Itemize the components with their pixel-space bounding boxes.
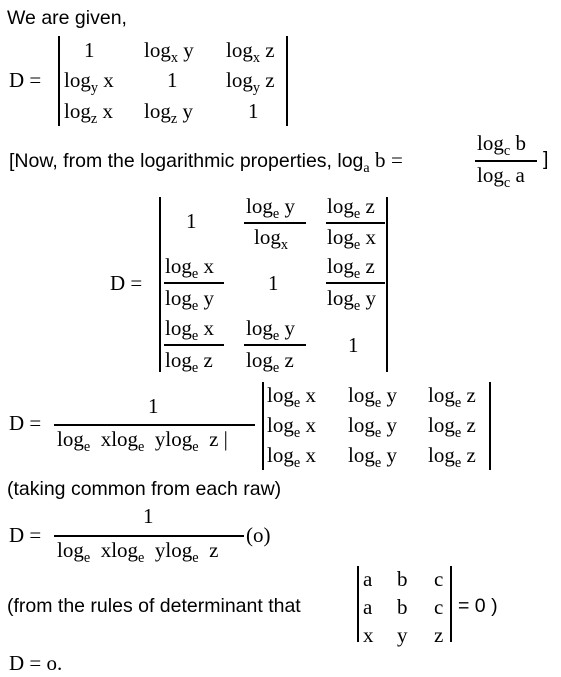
m2-cell-12-bar [244,222,306,224]
abc-33: z [434,623,444,647]
m2-cell-12-den: $\log_x$ [254,225,288,253]
m3-cell-22: $\log_e y$ [348,413,397,441]
m2-cell-21-num: $\log_e x$ [165,254,214,282]
m1-cell-11: 1 [84,38,95,62]
det-bar-left-4 [357,566,359,642]
m1-cell-21: $\log_y x$ [64,68,114,96]
m2-cell-13-den: $\log_e x$ [327,225,376,253]
note-fraction-num: $\log_c b$ [477,131,526,159]
m2-cell-12-num: $\log_e y$ [246,194,295,222]
det-bar-left-2 [159,197,161,372]
zero-factor: (o) [246,523,271,547]
intro-text: We are given, [7,7,127,29]
m2-cell-23-num: $\log_e z$ [327,254,375,282]
m2-cell-21-bar [164,282,224,284]
rules-text: (from the rules of determinant that [7,595,301,617]
abc-13: c [434,567,444,591]
m1-cell-12: $\log_x y$ [144,38,194,66]
det-bar-right-1 [286,36,288,126]
note-close-bracket: ] [543,148,549,170]
m1-cell-23: $\log_y z$ [226,68,275,96]
frac3-den: $\log_e xlog_e$ ylog$_e$ z | [57,427,228,455]
taking-common-text: (taking common from each raw) [7,478,282,500]
m3-cell-13: $\log_e z$ [428,383,476,411]
m2-cell-31-num: $\log_e x$ [165,316,214,344]
D-label-1: D = [9,68,42,92]
m2-cell-22: 1 [268,271,279,295]
m2-cell-32-num: $\log_e y$ [246,316,295,344]
det-bar-right-3 [489,382,491,470]
frac3-num: 1 [148,394,159,418]
m3-cell-33: $\log_e z$ [428,443,476,471]
log-property-note: [Now, from the logarithmic properties, $\log_a b$ = [9,148,403,176]
m1-cell-13: $\log_x z$ [226,38,275,66]
m2-cell-31-bar [164,344,224,346]
m1-cell-22: 1 [167,68,178,92]
abc-21: a [363,595,373,619]
m3-cell-32: $\log_e y$ [348,443,397,471]
m3-cell-12: $\log_e y$ [348,383,397,411]
m3-cell-31: $\log_e x$ [267,443,316,471]
final-result: D = o. [9,651,63,675]
m2-cell-13-bar [326,222,385,224]
abc-32: y [397,623,408,647]
abc-22: b [397,595,408,619]
rules-eq-zero: = 0 ) [458,595,498,617]
m2-cell-32-den: $\log_e z$ [246,348,294,376]
m2-cell-23-bar [326,282,385,284]
m2-cell-21-den: $\log_e y$ [165,286,214,314]
det-bar-right-2 [386,197,388,372]
note-fraction-den: $\log_c a$ [477,163,525,191]
m2-cell-13-num: $\log_e z$ [327,194,375,222]
m2-cell-32-bar [244,344,306,346]
m1-cell-33: 1 [248,99,259,123]
frac4-bar [54,535,244,537]
m3-cell-23: $\log_e z$ [428,413,476,441]
D-label-2: D = [110,271,143,295]
frac4-num: 1 [143,504,154,528]
det-bar-right-4 [450,566,452,642]
m1-cell-31: $\log_z x$ [64,99,113,127]
m2-cell-33: 1 [348,333,359,357]
det-bar-left-3 [262,382,264,470]
D-label-4: D = [9,523,42,547]
m2-cell-11: 1 [186,209,197,233]
m1-cell-32: $\log_z y$ [144,99,193,127]
m3-cell-21: $\log_e x$ [267,413,316,441]
abc-12: b [397,567,408,591]
frac3-bar [54,424,255,426]
note-fraction-bar [475,160,537,162]
det-bar-left-1 [58,36,60,126]
D-label-3: D = [9,411,42,435]
abc-11: a [363,567,373,591]
m2-cell-23-den: $\log_e y$ [327,286,376,314]
abc-23: c [434,595,444,619]
m3-cell-11: $\log_e x$ [267,383,316,411]
m2-cell-31-den: $\log_e z$ [165,348,213,376]
frac4-den: $\log_e xlog_e$ ylog$_e$ z [57,538,219,566]
abc-31: x [363,623,374,647]
